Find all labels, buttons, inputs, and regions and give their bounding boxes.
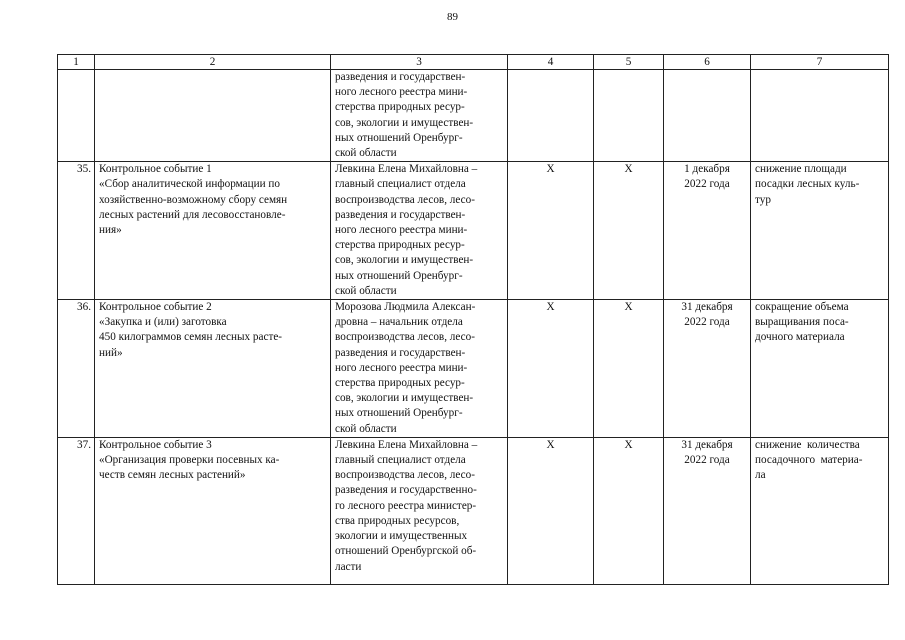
cell-event: Контрольное событие 3 «Организация проверки посевных ка- честв семян лесных растений»	[95, 437, 331, 584]
cell-event: Контрольное событие 2 «Закупка и (или) заготовка 450 килограммов семян лесных расте- ний»	[95, 300, 331, 438]
cell-date: 31 декабря 2022 года	[664, 437, 751, 584]
header-cell-3: 3	[331, 55, 508, 70]
cell-date: 1 декабря 2022 года	[664, 162, 751, 300]
cell-responsible: Морозова Людмила Алексан- дровна – начальник отдела воспроизводства лесов, лесо- разведения и государствен- ного лесного реестра мини- стерства природных ресур- сов, экологии и имуществен- ных отношений Оренбург- ской области	[331, 300, 508, 438]
cell-event	[95, 70, 331, 162]
cell-risk	[751, 70, 889, 162]
cell-number: 37.	[58, 437, 95, 584]
cell-number	[58, 70, 95, 162]
table-row	[58, 300, 889, 438]
cell-responsible: Левкина Елена Михайловна – главный специалист отдела воспроизводства лесов, лесо- разведения и государствен- ного лесного реестра мини- стерства природных ресур- сов, экологии и имуществен- ных отношений Оренбург- ской области	[331, 162, 508, 300]
cell-col4: X	[508, 437, 594, 584]
cell-date	[664, 70, 751, 162]
header-cell-2: 2	[95, 55, 331, 70]
table-row-continuation	[58, 70, 889, 162]
cell-col4	[508, 70, 594, 162]
cell-col4: X	[508, 162, 594, 300]
cell-risk: снижение количества посадочного материа- ла	[751, 437, 889, 584]
cell-col4: X	[508, 300, 594, 438]
cell-col5: X	[594, 162, 664, 300]
cell-date: 31 декабря 2022 года	[664, 300, 751, 438]
header-cell-1: 1	[58, 55, 95, 70]
header-cell-5: 5	[594, 55, 664, 70]
header-cell-6: 6	[664, 55, 751, 70]
cell-risk: снижение площади посадки лесных куль- тур	[751, 162, 889, 300]
table-row	[58, 437, 889, 584]
cell-number: 36.	[58, 300, 95, 438]
cell-risk: сокращение объема выращивания поса- дочного материала	[751, 300, 889, 438]
table-row	[58, 162, 889, 300]
cell-responsible: разведения и государствен- ного лесного реестра мини- стерства природных ресур- сов, экологии и имуществен- ных отношений Оренбург- ской области	[331, 70, 508, 162]
header-cell-7: 7	[751, 55, 889, 70]
cell-col5: X	[594, 437, 664, 584]
cell-col5: X	[594, 300, 664, 438]
cell-number: 35.	[58, 162, 95, 300]
plan-table	[57, 54, 889, 585]
cell-col5	[594, 70, 664, 162]
header-cell-4: 4	[508, 55, 594, 70]
cell-event: Контрольное событие 1 «Сбор аналитической информации по хозяйственно-возможному сбору семян лесных растений для лесовосстановле- ния»	[95, 162, 331, 300]
header-row	[58, 55, 889, 70]
cell-responsible: Левкина Елена Михайловна – главный специалист отдела воспроизводства лесов, лесо- разведения и государственно- го лесного реестра министер- ства природных ресурсов, экологии и имущественных отношений Оренбургской об- ласти	[331, 437, 508, 584]
page-number: 89	[447, 11, 458, 23]
